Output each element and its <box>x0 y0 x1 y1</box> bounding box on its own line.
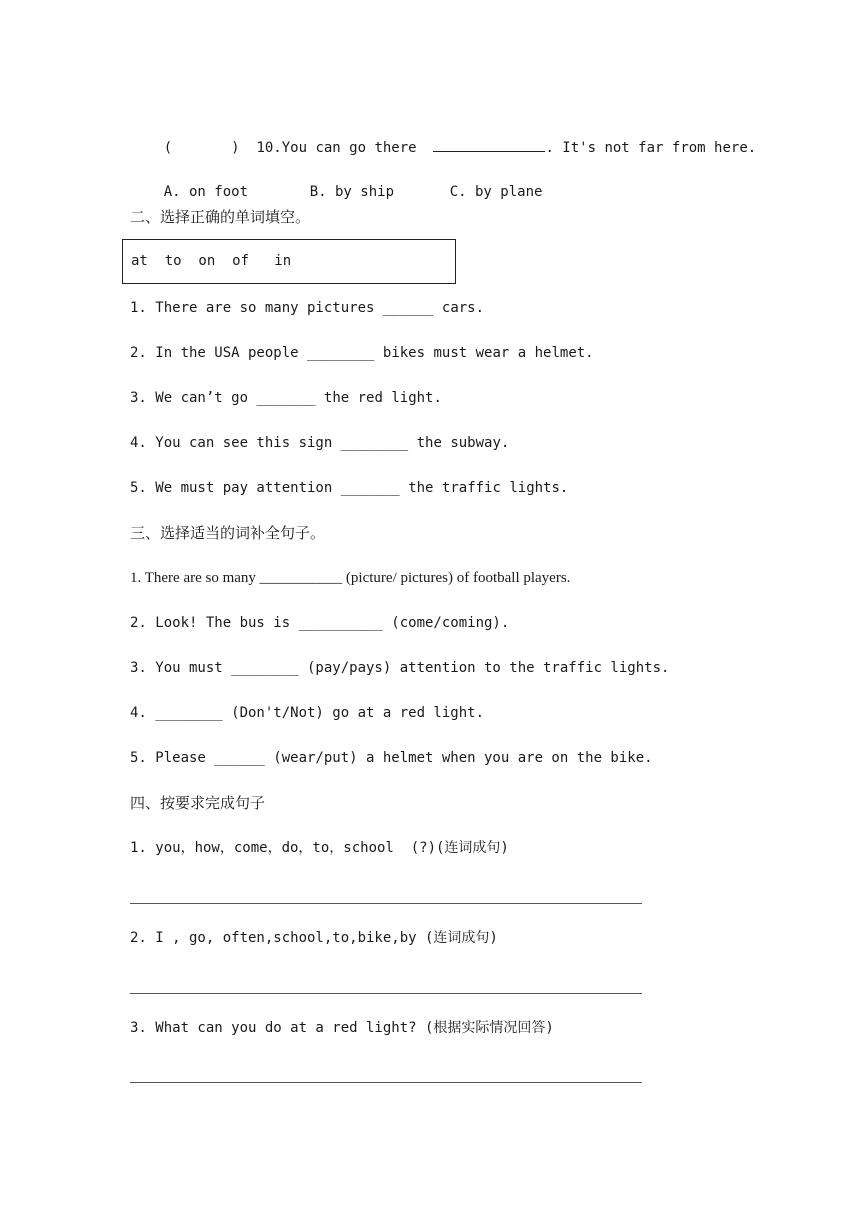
option-c: C. by plane <box>449 184 543 200</box>
section-2-item-1: 1. There are so many pictures ______ cars. <box>130 300 485 316</box>
section-3-item-4: 4. ________ (Don't/Not) go at a red light. <box>130 705 485 721</box>
answer-line[interactable] <box>130 993 642 994</box>
section-3-heading: 三、选择适当的词补全句子。 <box>130 524 326 542</box>
section-3-item-3: 3. You must ________ (pay/pays) attention to the traffic lights. <box>130 660 670 676</box>
section-2-item-4: 4. You can see this sign ________ the subway. <box>130 435 510 451</box>
fill-blank[interactable]: _______ <box>256 390 316 406</box>
word-bank: at to on of in <box>131 253 292 269</box>
fill-blank[interactable]: ______ <box>382 300 434 316</box>
section-3-item-5: 5. Please ______ (wear/put) a helmet when you are on the bike. <box>130 750 653 766</box>
answer-blank[interactable] <box>433 137 545 152</box>
question-stem-end: . It's not far from here. <box>545 140 757 156</box>
fill-blank[interactable]: _______ <box>340 480 400 496</box>
answer-line[interactable] <box>130 1082 642 1083</box>
section-4-heading: 四、按要求完成句子 <box>130 794 266 812</box>
fill-blank[interactable]: ________ <box>340 435 409 451</box>
option-b: B. by ship <box>309 184 395 200</box>
answer-paren: ( ) <box>163 140 240 156</box>
section-2-item-3: 3. We can’t go _______ the red light. <box>130 390 442 406</box>
section-2-item-5: 5. We must pay attention _______ the traffic lights. <box>130 480 569 496</box>
section-2-heading: 二、选择正确的单词填空。 <box>130 208 311 226</box>
question-stem: 10.You can go there <box>256 140 417 156</box>
option-a: A. on foot <box>163 184 249 200</box>
section-4-item-2: 2. I , go, often,school,to,bike,by (连词成句) <box>130 930 498 946</box>
section-2-item-2: 2. In the USA people ________ bikes must wear a helmet. <box>130 345 594 361</box>
word-bank-box <box>122 239 456 284</box>
fill-blank[interactable]: ________ <box>307 345 375 361</box>
section-4-item-1: 1. you，how，come，do，to，school (?)(连词成句) <box>130 840 509 856</box>
section-3-item-2: 2. Look! The bus is __________ (come/coming). <box>130 615 510 631</box>
section-3-item-1: 1. There are so many ___________ (picture/ pictures) of football players. <box>130 570 571 586</box>
section-4-item-3: 3. What can you do at a red light? (根据实际情况回答) <box>130 1020 554 1036</box>
answer-line[interactable] <box>130 903 642 904</box>
